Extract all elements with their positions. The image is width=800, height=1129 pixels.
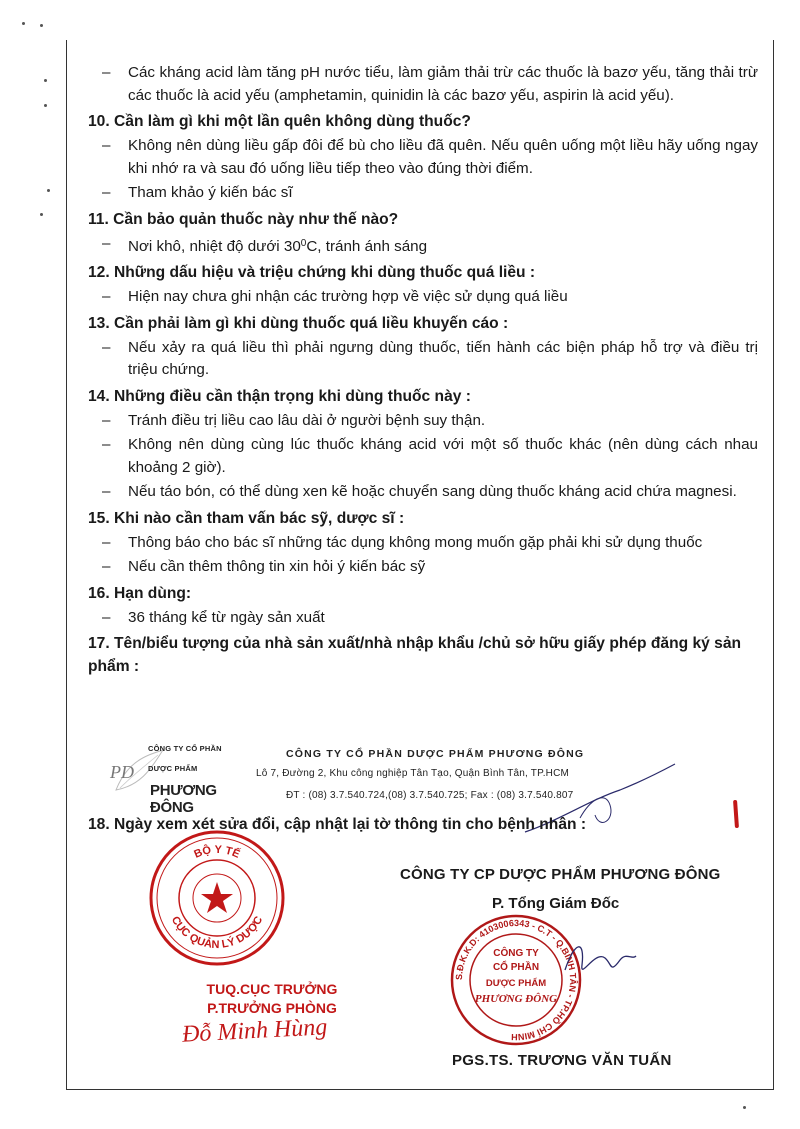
list-item: – Các kháng acid làm tăng pH nước tiểu, làm giảm thải trừ các thuốc là bazơ yếu, tăng thải trừ các thuốc là acid yếu (amphetamin, quinidin là các bazơ yếu, aspirin là acid yếu).	[102, 64, 758, 104]
company-name-right: CÔNG TY CP DƯỢC PHẨM PHƯƠNG ĐÔNG	[400, 866, 721, 883]
section-heading-17: 17. Tên/biểu tượng của nhà sản xuất/nhà nhập khẩu /chủ sở hữu giấy phép đăng ký sản phẩm :	[88, 635, 742, 675]
list-item: – Nếu cần thêm thông tin xin hỏi ý kiến bác sỹ	[102, 558, 426, 575]
left-signer-name: Đỗ Minh Hùng	[181, 1014, 328, 1048]
list-item: – Nơi khô, nhiệt độ dưới $30^0C$, tránh ánh sáng	[88, 233, 758, 259]
section-heading-11: 11. Cần bảo quản thuốc này như thế nào?	[88, 210, 399, 228]
seal-bottom-text: CỤC QUẢN LÝ DƯỢC	[168, 914, 266, 952]
right-signer-name: PGS.TS. TRƯƠNG VĂN TUẤN	[452, 1052, 672, 1069]
scan-dot	[22, 22, 25, 25]
list-item: – Tham khảo ý kiến bác sĩ	[102, 184, 293, 201]
storage-instruction: Nơi khô, nhiệt độ dưới $30^0C$, tránh ánh sáng	[128, 237, 428, 255]
list-item: – Không nên dùng cùng lúc thuốc kháng acid với một số thuốc khác (nên dùng cách nhau khoảng 2 giờ).	[102, 436, 758, 476]
scan-dot	[47, 189, 50, 192]
scan-dot	[40, 213, 43, 216]
list-item: – 36 tháng kể từ ngày sản xuất	[102, 608, 325, 626]
ministry-seal	[147, 828, 287, 968]
list-item: – Nếu xảy ra quá liều thì phải ngưng dùng thuốc, tiến hành các biện pháp hỗ trợ và điều trị triệu chứng.	[102, 338, 758, 378]
manufacturer-logo: PD CÔNG TY CỔ PHẦN DƯỢC PHẨM PHƯƠNG ĐÔNG	[108, 740, 248, 804]
list-item: – Tránh điều trị liều cao lâu dài ở người bệnh suy thận.	[102, 411, 486, 429]
section-heading-13: 13. Cần phải làm gì khi dùng thuốc quá liều khuyến cáo :	[88, 314, 509, 332]
list-item: – Không nên dùng liều gấp đôi để bù cho liều đã quên. Nếu quên uống một liều hãy uống ngay khi nhớ ra và sau đó uống liều tiếp theo vào đúng thời điểm.	[102, 137, 758, 177]
section-heading-12: 12. Những dấu hiệu và triệu chứng khi dùng thuốc quá liều :	[88, 264, 536, 281]
section-heading-10: 10. Cần làm gì khi một lần quên không dùng thuốc?	[88, 113, 471, 130]
signer-position: P. Tổng Giám Đốc	[492, 895, 620, 912]
seal-line-3: DƯỢC PHẨM	[485, 978, 547, 989]
seal-line-2: CỔ PHẦN	[492, 962, 540, 973]
seal-line-4: PHƯƠNG ĐÔNG	[474, 993, 558, 1005]
scan-dot	[40, 24, 43, 27]
list-item: – Nếu táo bón, có thể dùng xen kẽ hoặc chuyển sang dùng thuốc kháng acid chứa magnesi.	[102, 483, 737, 500]
right-signature	[560, 930, 640, 990]
section-heading-18: 18. Ngày xem xét sửa đổi, cập nhật lại tờ thông tin cho bệnh nhân :	[88, 816, 587, 833]
list-item: – Hiện nay chưa ghi nhận các trường hợp về việc sử dụng quá liều	[102, 288, 568, 305]
document-body	[88, 62, 758, 680]
manufacturer-name: CÔNG TY CỔ PHẦN DƯỢC PHẨM PHƯƠNG ĐÔNG	[286, 748, 585, 760]
seal-top-text: BỘ Y TẾ	[192, 843, 242, 861]
section-heading-16: 16. Hạn dùng:	[88, 584, 192, 602]
section-heading-14: 14. Những điều cần thận trọng khi dùng thuốc này :	[88, 387, 471, 405]
seal-ring-text: S.Đ.K.K.D: 4103006343 - C.T - Q.BÌNH TÂN - TP.HỒ CHÍ MINH	[453, 917, 579, 1043]
manufacturer-address: Lô 7, Đường 2, Khu công nghiệp Tân Tạo, Quận Bình Tân, TP.HCM	[256, 768, 570, 779]
seal-line-1: CÔNG TY	[493, 948, 539, 959]
scan-dot	[44, 79, 47, 82]
section-heading-15: 15. Khi nào cần tham vấn bác sỹ, dược sĩ :	[88, 509, 405, 527]
scan-dot	[44, 104, 47, 107]
scan-dot	[743, 1106, 746, 1109]
list-item: – Thông báo cho bác sĩ những tác dụng không mong muốn gặp phải khi sử dụng thuốc	[102, 533, 703, 551]
left-signature-titles: TUQ.CỤC TRƯỞNG P.TRƯỞNG PHÒNG	[206, 981, 338, 1016]
manufacturer-phone: ĐT : (08) 3.7.540.724,(08) 3.7.540.725; Fax : (08) 3.7.540.807	[286, 790, 574, 801]
